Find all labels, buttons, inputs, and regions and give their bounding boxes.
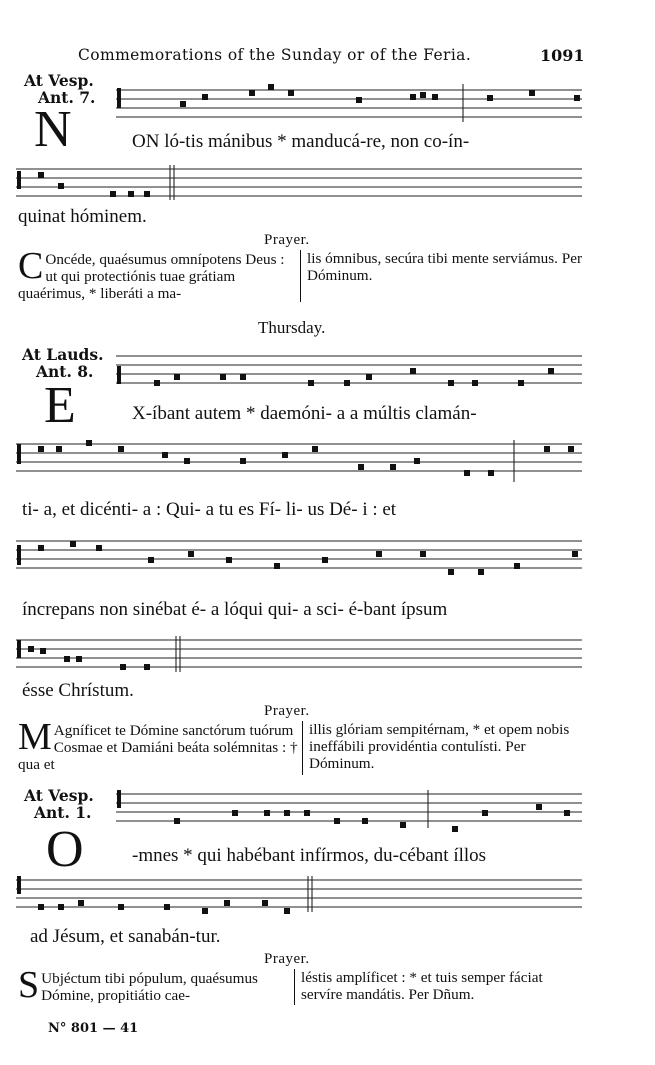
chant2-label-hour: At Lauds.	[22, 345, 104, 364]
prayer2-title: Prayer.	[264, 703, 310, 719]
chant3-staff-1	[116, 790, 584, 840]
prayer2-right-text: illis glóriam sempitérnam, * et opem nobis ineffábili providéntia contulísti. Per Dóminum.	[309, 721, 570, 772]
chant3-label-hour: At Vesp.	[24, 786, 94, 805]
page-number: 1091	[540, 46, 585, 65]
chant1-staff-2	[16, 165, 584, 207]
chant3-lyrics-1: -mnes * qui habébant infírmos, du-cébant íllos	[132, 845, 487, 866]
chant3-label	[24, 787, 94, 821]
prayer2-left-column	[18, 716, 300, 773]
staff-lines	[116, 356, 582, 383]
chant2-lyrics-3: íncrepans non sinébat é- a lóqui qui- a sci- é-bant ípsum	[22, 599, 448, 620]
running-title: Commemorations of the Sunday or of the Feria.	[78, 46, 472, 64]
chant2-lyrics-1: X-íbant autem * daemóni- a a múltis clamán-	[132, 403, 477, 424]
chant2-staff-3	[16, 537, 584, 589]
chant3-initial: O	[46, 821, 84, 878]
chant2-staff-4	[16, 636, 584, 678]
prayer1-left-column	[18, 245, 298, 302]
prayer3-initial: S	[18, 964, 40, 1006]
prayer2-left-text: Agníficet te Dómine sanctórum tuórum Cosmae et Damiáni beáta solémnitas : † qua et	[18, 722, 298, 773]
prayer1-title: Prayer.	[264, 232, 310, 248]
prayer2-right-column	[302, 721, 585, 775]
chant1-initial: N	[34, 101, 72, 158]
chant3-label-ant: Ant. 1.	[34, 803, 92, 822]
prayer3-title: Prayer.	[264, 951, 310, 967]
staff-lines	[16, 880, 582, 907]
staff-lines	[16, 169, 582, 196]
chant2-label	[22, 346, 103, 380]
staff-lines	[16, 444, 582, 471]
staff-lines	[116, 794, 582, 821]
prayer1-right-column	[300, 250, 583, 302]
chant2-staff-2	[16, 440, 584, 490]
chant2-initial: E	[44, 377, 76, 434]
prayer1-right-text: lis ómnibus, secúra tibi mente serviámus. Per Dóminum.	[307, 250, 583, 284]
chant1-lyrics-2: quinat hóminem.	[18, 206, 147, 227]
prayer2-initial: M	[18, 716, 52, 758]
chant1-lyrics-1: ON ló-tis mánibus * manducá-re, non co-ín-	[132, 131, 470, 152]
prayer3-right-text: léstis amplíficet : * et tuis semper fáciat servíre mandátis. Per Dñum.	[301, 969, 543, 1003]
chant1-staff-1	[116, 86, 584, 130]
chant1-label-ant: Ant. 7.	[38, 88, 96, 107]
chant2-staff-1	[116, 352, 584, 398]
prayer1-initial: C	[18, 245, 44, 287]
chant1-label-hour: At Vesp.	[24, 71, 94, 90]
prayer3-left-text: Ubjéctum tibi pópulum, quaésumus Dómine, propitiátio cae-	[41, 970, 258, 1004]
chant3-staff-2	[16, 876, 584, 922]
staff-lines	[16, 640, 582, 667]
section-title-thursday: Thursday.	[258, 318, 326, 337]
chant2-lyrics-2: ti- a, et dicénti- a : Qui- a tu es Fí- li- us Dé- i : et	[22, 499, 397, 520]
prayer1-left-text: Oncéde, quaésumus omnípotens Deus : ut qui protectiónis tuae grátiam quaérimus, * liberáti a ma-	[18, 251, 285, 302]
printer-signature: N° 801 — 41	[48, 1021, 139, 1036]
prayer3-left-column	[18, 964, 292, 1006]
chant2-lyrics-4: ésse Chrístum.	[22, 680, 134, 701]
prayer3-right-column	[294, 969, 587, 1005]
chant2-label-ant: Ant. 8.	[36, 362, 94, 381]
chant3-lyrics-2: ad Jésum, et sanabán-tur.	[30, 926, 221, 947]
